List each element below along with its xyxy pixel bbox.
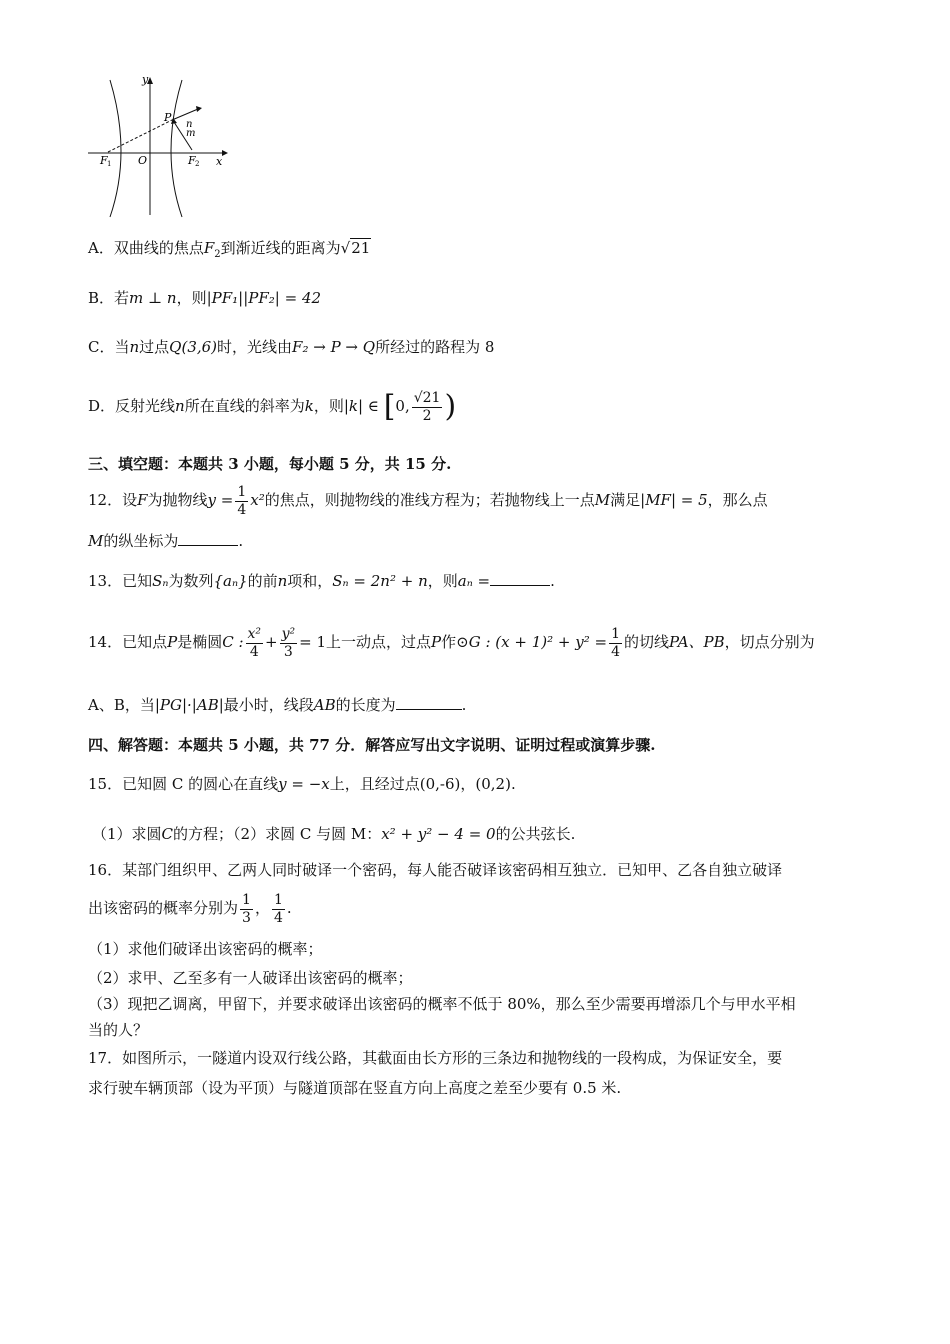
label-x: x [216,155,223,168]
q14-e: 的切线 [623,633,669,651]
option-d-abs: |k| ∈ [343,397,379,415]
q15-sep: ， [460,775,476,793]
q14-b: 是椭圆 [177,633,223,651]
option-c-text: C．当 [88,338,130,356]
q13-c: 的前 [247,572,278,590]
q16-frac2 [272,892,285,927]
q16-p2-den: 4 [273,909,283,926]
option-d-mid: 所在直线的斜率为 [184,397,305,415]
q12-frac-num: 1 [237,483,247,500]
ray-n-arrow [196,106,202,112]
label-P: P [164,111,172,124]
q16-p1-num: 1 [242,891,251,908]
q14-line2-c: 的长度为 [335,696,396,714]
option-c-mid: 过点 [139,338,170,356]
q16-sub2: （2）求甲、乙至多有一人破译出该密码的概率； [88,969,413,987]
label-m: m [186,128,196,139]
hyperbola-right-branch [171,80,182,217]
q13-an: aₙ = [457,572,491,590]
x-axis-arrow [222,150,228,156]
q13-a: 13．已知 [88,572,153,590]
q15-b: 上，且经过点 [329,775,420,793]
q16-p1-den: 3 [242,909,251,926]
option-b-m: m [129,289,144,307]
q14-line2-a: A、B，当 [88,696,155,714]
option-a [88,238,371,265]
hyperbola-figure [84,72,234,220]
q12-frac [235,484,248,519]
q12-a: 12．设 [88,491,138,509]
q14-answer-blank[interactable] [396,695,462,710]
q16-frac1 [240,892,253,927]
q13-seq: {aₙ} [213,572,248,590]
option-c-mid2: 时，光线由 [217,338,293,356]
q12-b: 为抛物线 [147,491,208,509]
option-a-text: A．双曲线的焦点 [88,239,204,257]
q13-answer-blank[interactable] [490,571,550,586]
sqrt-sign: √ [340,239,351,257]
label-F2: F [188,154,196,167]
q15-line1 [88,774,516,794]
q14-lines: PA、PB [669,633,725,651]
option-d-then: ，则 [313,397,344,415]
label-F2-sub: 2 [195,160,200,168]
q13-eq: Sₙ = 2n² + n [332,572,428,590]
q14-C: C : [222,633,244,651]
option-a-tail: 到渐近线的距离为 [220,239,341,257]
q13-e: ，则 [427,572,458,590]
option-b-text: B．若 [88,289,130,307]
q14-f1-num: x² [247,625,262,642]
q13-line [88,571,555,591]
q12-frac-den: 4 [237,501,247,518]
q15-sub-a: （1）求圆 [92,825,162,843]
option-a-var: F [203,239,215,257]
option-a-sub: 2 [214,249,221,260]
q14-f1-den: 4 [249,643,259,660]
q16-sub3a: （3）现把乙调离，甲留下，并要求破译出该密码的概率不低于 80%，那么至少需要再增添几个与甲水平相 [88,995,796,1013]
label-y: y [142,73,149,86]
q13-n: n [277,572,288,590]
label-n: n [186,119,193,130]
q12-eq-lhs: y = [207,491,234,509]
q13-end: . [550,572,555,590]
option-b-expr: |PF₁||PF₂| = 42 [206,289,322,307]
q14-d: 作 [441,633,457,651]
q14-line1 [88,622,815,662]
q14-f3-num: 1 [611,625,620,642]
option-d-frac [412,390,443,425]
option-d-k: k [304,397,314,415]
option-c [88,337,494,357]
label-O: O [138,154,148,167]
option-a-root: 21 [351,239,371,257]
q15-a: 15．已知圆 C 的圆心在直线 [88,775,279,793]
q14-f2-num: y² [281,625,296,642]
q12-M: M [594,491,611,509]
q14-line2-b: 最小时，线段 [223,696,314,714]
option-b [88,288,321,308]
q12-answer-blank[interactable] [178,531,238,546]
q14-AB: AB [313,696,336,714]
option-d-frac-num: √21 [413,389,441,406]
option-b-perp: ⊥ [143,289,167,307]
section4-title: 四、解答题：本题共 5 小题，共 77 分．解答应写出文字说明、证明过程或演算步骤. [88,736,656,754]
q14-f3-den: 4 [611,643,620,660]
q16-line1: 16．某部门组织甲、乙两人同时破译一个密码，每人能否破译该密码相互独立．已知甲、乙各自独立破译 [88,861,783,879]
q14-P2: P [431,633,442,651]
option-d-text: D．反射光线 [88,397,176,415]
q14-frac1 [246,626,264,661]
q15-sub-b: 的方程；（2）求圆 C 与圆 M： [173,825,382,843]
option-b-n: n [166,289,177,307]
q14-circle: ⊙G : (x + 1)² + y² = [456,633,608,651]
q13-Sn: Sₙ [152,572,169,590]
q16-line2-a: 出该密码的概率分别为 [88,899,239,917]
option-b-then: ，则 [176,289,207,307]
option-c-path: F₂ → P → Q [292,338,376,356]
q16-line2 [88,888,292,928]
q15-p1: (0,-6) [419,775,461,793]
q12-line2 [88,531,243,551]
q13-d: 项和， [287,572,333,590]
left-bracket: [ [383,389,396,424]
q14-end: . [461,696,467,714]
q12-line2-b: 的纵坐标为 [103,532,179,550]
section3-title: 三、填空题：本题共 3 小题，每小题 5 分，共 15 分. [88,455,452,473]
q12-line1 [88,482,768,519]
q15-p2: (0,2) [475,775,511,793]
q14-frac2 [280,626,298,661]
q12-eq-rhs: x² [250,491,265,509]
option-d-n: n [175,397,185,415]
ray-n [172,109,198,120]
option-c-point: Q(3,6) [169,338,218,356]
q14-prod: |PG|·|AB| [154,696,224,714]
q16-sub3b: 当的人？ [88,1021,149,1039]
hyperbola-left-branch [110,80,121,217]
q12-cond: |MF| = 5 [640,491,708,509]
q12-c: 的焦点，则抛物线的准线方程为；若抛物线上一点 [264,491,595,509]
option-d [88,386,456,426]
q12-e: ，那么点 [707,491,768,509]
q14-line2 [88,695,466,715]
q14-frac3 [609,626,622,661]
q13-b: 为数列 [168,572,214,590]
q12-F: F [137,491,148,509]
q15-line2 [92,824,575,844]
option-c-tail: 所经过的路程为 8 [375,338,495,356]
q14-f: ，切点分别为 [724,633,815,651]
option-d-int-left: 0, [395,397,410,415]
q16-sub1: （1）求他们破译出该密码的概率； [88,940,323,958]
q15-C: C [161,825,174,843]
q15-sub-c: 的公共弦长. [495,825,576,843]
label-F1-sub: 1 [107,160,112,168]
q16-sep: ， [254,899,270,917]
q14-P: P [167,633,178,651]
q12-end: . [238,532,244,550]
q16-p2-num: 1 [273,891,283,908]
right-paren: ) [444,389,457,424]
dashed-ray [108,120,172,152]
q16-end: . [286,899,292,917]
q12-line2-M: M [88,532,104,550]
q17-line1: 17．如图所示，一隧道内设双行线公路，其截面由长方形的三条边和抛物线的一段构成，为保证安全，要 [88,1049,783,1067]
q15-end: . [510,775,516,793]
label-F1: F [100,154,108,167]
q14-a: 14．已知点 [88,633,168,651]
q17-line2: 求行驶车辆顶部（设为平顶）与隧道顶部在竖直方向上高度之差至少要有 0.5 米. [88,1079,622,1097]
q14-f2-den: 3 [283,643,293,660]
q14-plus: + [265,633,278,651]
q14-eq1: = 1 [299,633,327,651]
q15-line-eq: y = −x [278,775,330,793]
q12-d: 满足 [610,491,641,509]
q14-c: 上一动点，过点 [326,633,432,651]
option-c-n: n [129,338,140,356]
option-d-frac-den: 2 [422,407,432,424]
q15-circleM: x² + y² − 4 = 0 [381,825,496,843]
